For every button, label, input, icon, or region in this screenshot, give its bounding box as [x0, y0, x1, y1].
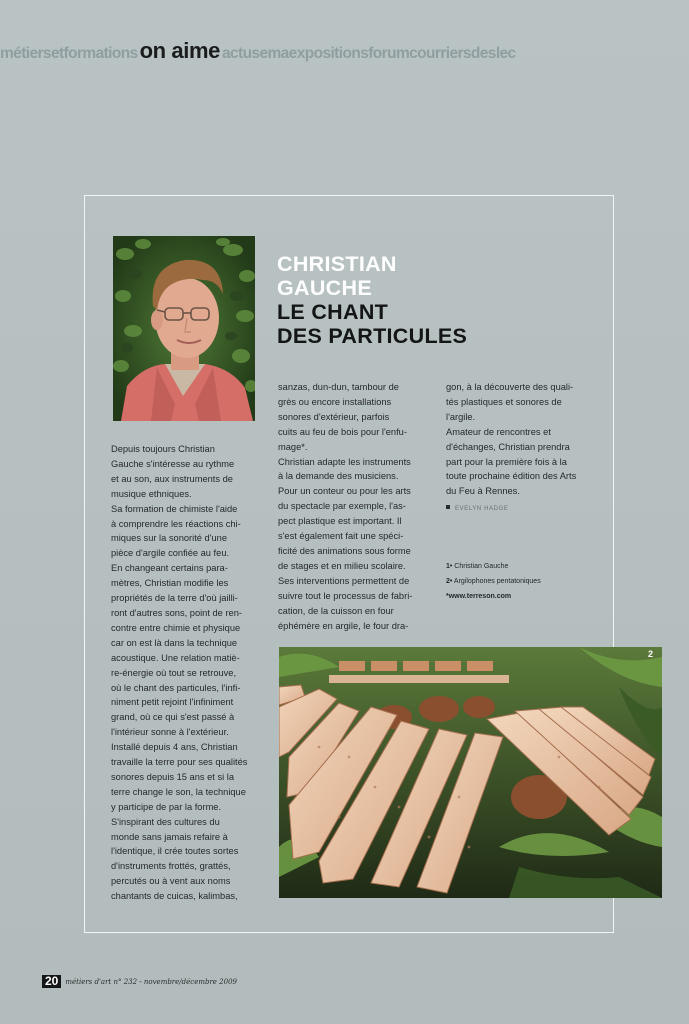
column-line: re-énergie où tout se retrouve, [111, 667, 237, 678]
title-subtitle-line-2: DES PARTICULES [277, 324, 468, 348]
column-line: propriétés de la terre d'où jailli- [111, 593, 238, 604]
article-title [277, 252, 577, 348]
caption-item [446, 574, 606, 589]
nav-sections-right: actusemaexpositionsforumcourriersdeslec [221, 45, 516, 62]
column-line: pièce d'argile confiée au feu. [111, 548, 230, 559]
column-line: du spectacle par exemple, l'as- [278, 501, 406, 512]
byline-square-icon [446, 505, 450, 509]
caption-number: 2• [446, 578, 453, 585]
column-line: Pour un conteur ou pour les arts [278, 486, 411, 497]
column-line: du Feu à Rennes. [446, 486, 520, 497]
column-line: l'identique, il crée toutes sortes [111, 846, 239, 857]
column-line: musique ethniques. [111, 488, 192, 499]
column-line: l'argile. [446, 411, 476, 422]
column-line: S'inspirant des cultures du [111, 816, 220, 827]
column-line: grand, où ce qui s'est passé à [111, 712, 235, 723]
section-navigation [0, 38, 689, 72]
author-byline [446, 502, 592, 517]
column-line: y participe de par la forme. [111, 801, 222, 812]
column-line: de stages et en milieu scolaire. [278, 560, 406, 571]
caption-text: Argilophones pentatoniques [453, 578, 541, 585]
column-line: l'intérieur sonne à l'extérieur. [111, 727, 229, 738]
column-line: éphémère en argile, le four dra- [278, 620, 409, 631]
article-column-1 [111, 442, 257, 904]
column-line: ront d'autres sons, point de ren- [111, 607, 242, 618]
xylophone-photo [279, 647, 662, 898]
column-line: Installé depuis 4 ans, Christian [111, 742, 238, 753]
column-line: acoustique. Une relation matiè- [111, 652, 240, 663]
title-name-line-2: GAUCHE [277, 276, 372, 300]
column-line: mage*. [278, 441, 308, 452]
column-line: Sa formation de chimiste l'aide [111, 503, 238, 514]
column-line: s'est également fait une spéci- [278, 531, 404, 542]
column-line: travaille la terre pour ses qualités [111, 757, 248, 768]
caption-number: 1• [446, 563, 453, 570]
column-line: où le chant des particules, l'infi- [111, 682, 241, 693]
column-line: cation, de la cuisson en four [278, 605, 394, 616]
column-line: Ses interventions permettent de [278, 575, 410, 586]
column-line: cuits au feu de bois pour l'enfu- [278, 426, 407, 437]
column-line: part pour la première fois à la [446, 456, 567, 467]
title-name-line-1: CHRISTIAN [277, 252, 397, 276]
column-line: sanzas, dun-dun, tambour de [278, 382, 399, 392]
column-line: grès ou encore installations [278, 396, 392, 407]
column-line: pect plastique est important. Il [278, 516, 402, 527]
page-number: 20 [42, 975, 61, 988]
column-line: à comprendre les réactions chi- [111, 518, 241, 529]
column-line: niment petit rejoint l'infiniment [111, 697, 234, 708]
article-column-3 [446, 380, 592, 517]
column-line: percutés ou à vent aux noms [111, 876, 231, 887]
column-line: chantants de cuicas, kalimbas, [111, 891, 238, 902]
column-line: suivre tout le processus de fabri- [278, 590, 413, 601]
column-line: Depuis toujours Christian [111, 444, 215, 454]
column-line: ficité des animations sous forme [278, 545, 411, 556]
column-line: d'échanges, Christian prendra [446, 441, 570, 452]
photo-captions [446, 559, 606, 604]
folio-text: métiers d'art n° 232 - novembre/décembre 2009 [65, 977, 237, 986]
column-line: gon, à la découverte des quali- [446, 382, 574, 392]
column-line: tés plastiques et sonores de [446, 396, 562, 407]
article-column-2 [278, 380, 424, 633]
column-line: car on est là dans la technique [111, 637, 238, 648]
column-line: Amateur de rencontres et [446, 426, 551, 437]
column-line: d'instruments frottés, grattés, [111, 861, 231, 872]
column-line: contre entre chimie et physique [111, 622, 241, 633]
column-line: toute prochaine édition des Arts [446, 471, 577, 482]
title-subtitle-line-1: LE CHANT [277, 300, 389, 324]
photo-number: 2 [648, 649, 654, 659]
column-line: sonores depuis 15 ans et si la [111, 771, 235, 782]
caption-item [446, 559, 606, 574]
column-line: Gauche s'intéresse au rythme [111, 458, 235, 469]
column-line: miques sur la sonorité d'une [111, 533, 227, 544]
page-folio [42, 973, 237, 987]
column-line: sonores d'extérieur, parfois [278, 411, 390, 422]
column-line: Christian adapte les instruments [278, 456, 411, 467]
author-name: EVELYN HADGE [455, 506, 509, 513]
nav-section-active: on aime [139, 38, 220, 63]
column-line: En changeant certains para- [111, 563, 228, 574]
column-line: mètres, Christian modifie les [111, 578, 229, 589]
nav-sections-left: métiersetformations [0, 45, 138, 62]
column-line: à la demande des musiciens. [278, 471, 399, 482]
column-line: et au son, aux instruments de [111, 473, 233, 484]
website-url: *www.terreson.com [446, 593, 512, 600]
column-line: terre change le son, la technique [111, 786, 246, 797]
portrait-photo [113, 236, 255, 421]
caption-text: Christian Gauche [454, 563, 509, 570]
column-line: monde sans jamais refaire à [111, 831, 228, 842]
